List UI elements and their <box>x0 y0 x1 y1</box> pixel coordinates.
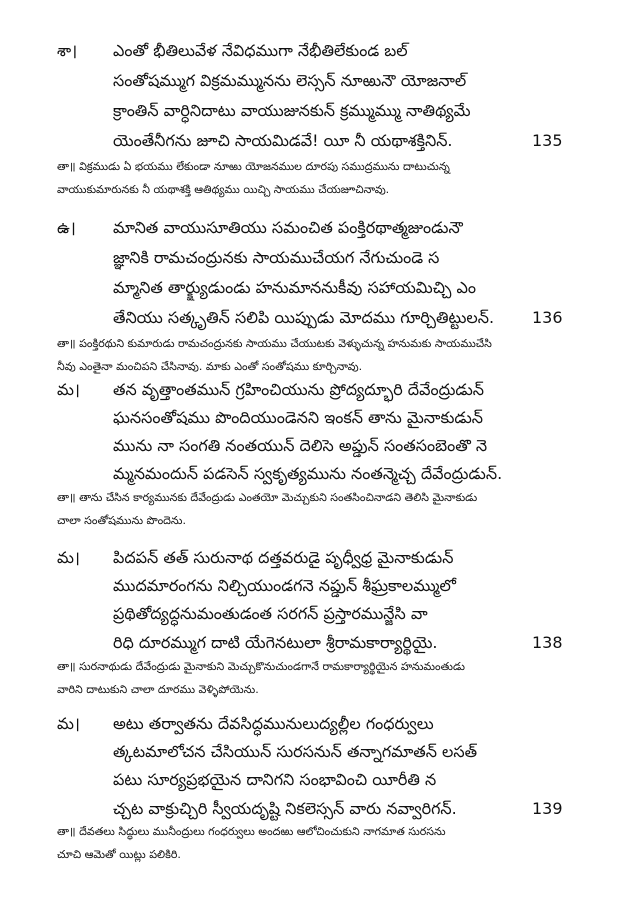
verse-line: మ్మనమందున్ పడసెన్ స్వకృత్యమును నంతన్మెచ్చ దేవేంద్రుడున్. <box>113 464 503 483</box>
verse-gloss-line: తా॥ పంక్తిరథుని కుమారుడు రామచంద్రునకు సాయము చేయుటకు వెళ్ళుచున్న హనుమకు సాయముచేసి <box>57 337 492 350</box>
verse-gloss-line: తా॥ సురనాథుడు దేవేంద్రుడు మైనాకుని మెచ్చుకొనుచుండగానే రామకార్యార్థియైన హనుమంతుడు <box>57 660 465 673</box>
verse-line: మును నా సంగతి నంతయున్ దెలిసె అప్డున్ సంతసంబెంతొ నె <box>113 436 488 455</box>
verse-gloss-line: చాలా సంతోషమును పొందెను. <box>57 514 186 527</box>
verse-meter: మ। <box>57 380 80 399</box>
verse-number: 138 <box>532 633 563 652</box>
verse-gloss-line: నీవు ఎంతైనా మంచిపని చేసినావు. మాకు ఎంతో సంతోషము కూర్చినావు. <box>57 360 363 373</box>
verse-line: క్రాంతిన్ వార్ధినిదాటు వాయుజునకున్ క్రమ్ముమ్ము నాతిథ్యమే <box>113 101 471 120</box>
verse-line: తేనియు సత్కృతిన్ సలిపి యిప్పుడు మోదము గూర్చితిట్టులన్. <box>113 308 495 327</box>
verse-gloss-line: తా॥ విక్రముడు ఏ భయము లేకుండా నూఱు యోజనముల దూరపు సముద్రమును దాటుచున్న <box>57 160 450 173</box>
verse-line: ఎంతో భీతిలువేళ నేవిధముగా నేభీతిలేకుండ బల్ <box>113 41 408 60</box>
verse-line: యెంతేనీగను జూచి సాయమిడవే! యీ నీ యథాశక్తినిన్. <box>113 131 453 150</box>
verse-meter: మ। <box>57 548 80 567</box>
verse-gloss-line: తా॥ తాను చేసిన కార్యమునకు దేవేంద్రుడు ఎంతయో మెచ్చుకుని సంతసించినాడని తెలిసి మైనాకుడు <box>57 491 478 504</box>
verse-line: రిధి దూరమ్ముగ దాటి యేగెనటులా శ్రీరామకార్యార్థియై. <box>113 633 438 652</box>
verse-line: పిదపన్ తత్ సురునాథ దత్తవరుడై పృధ్వీధ్ర మైనాకుడున్ <box>113 548 454 567</box>
verse-line: అటు తర్వాతను దేవసిద్ధమునులుద్యల్లీల గంధర్వులు <box>113 714 434 733</box>
verse-number: 135 <box>532 131 563 150</box>
verse-line: సంతోషమ్ముగ విక్రమమ్మునను లెస్సన్ నూఱునౌ యోజనాల్ <box>113 71 467 90</box>
verse-line: పటు సూర్యప్రభయైన దానిగని సంభావించి యీరీతి న <box>113 770 437 789</box>
verse-meter: శా। <box>57 41 78 60</box>
verse-line: ముదమారంగను నిల్చియుండగనె నప్డున్ శీఘ్రకాలమ్ములో <box>113 576 456 595</box>
verse-gloss-line: వాయుకుమారునకు నీ యథాశక్తి ఆతిథ్యము యిచ్చి సాయము చేయజూచినావు. <box>57 183 390 196</box>
verse-gloss-line: తా॥ దేవతలు సిద్ధులు మునీంద్రులు గంధర్వులు అందఱు ఆలోచించుకుని నాగమాత సురసను <box>57 825 446 838</box>
verse-line: ఘనసంతోషము పొందియుండెనని ఇంకన్ తాను మైనాకుడున్ <box>113 408 484 427</box>
verse-number: 136 <box>532 308 563 327</box>
verse-meter: ఉ। <box>57 218 76 237</box>
verse-line: త్కటమాలోచన చేసియున్ సురసనున్ తన్నాగమాతన్ లసత్ <box>113 742 478 761</box>
verse-line: ప్రథితోద్యద్ధనుమంతుడంత సరగన్ ప్రస్తారమున్జేసి వా <box>113 604 428 623</box>
verse-line: జ్ఞానికి రామచంద్రునకు సాయముచేయగ నేగుచుండె స <box>113 248 440 267</box>
verse-number: 139 <box>532 799 563 818</box>
verse-line: మ్మానిత తార్క్ష్యుడుండు హనుమాననుకీవు సహాయమిచ్చి ఎం <box>113 278 476 297</box>
verse-gloss-line: వారిని దాటుకుని చాలా దూరము వెళ్ళిపోయెను. <box>57 683 259 696</box>
verse-meter: మ। <box>57 714 80 733</box>
verse-line: తన వృత్తాంతమున్ గ్రహించియును ప్రోద్యద్భూరి దేవేంద్రుడున్ <box>113 380 485 399</box>
verse-line: చ్చట వాక్రుచ్చిరి స్వీయదృష్టి నికలెస్సన్ వారు నవ్వారిగన్. <box>113 799 457 818</box>
verse-gloss-line: చూచి ఆమెతో యిట్లు పలికిరి. <box>57 848 181 861</box>
verse-line: మానిత వాయుసూతియు సమంచిత పంక్తిరథాత్మజుండునౌ <box>113 218 463 237</box>
